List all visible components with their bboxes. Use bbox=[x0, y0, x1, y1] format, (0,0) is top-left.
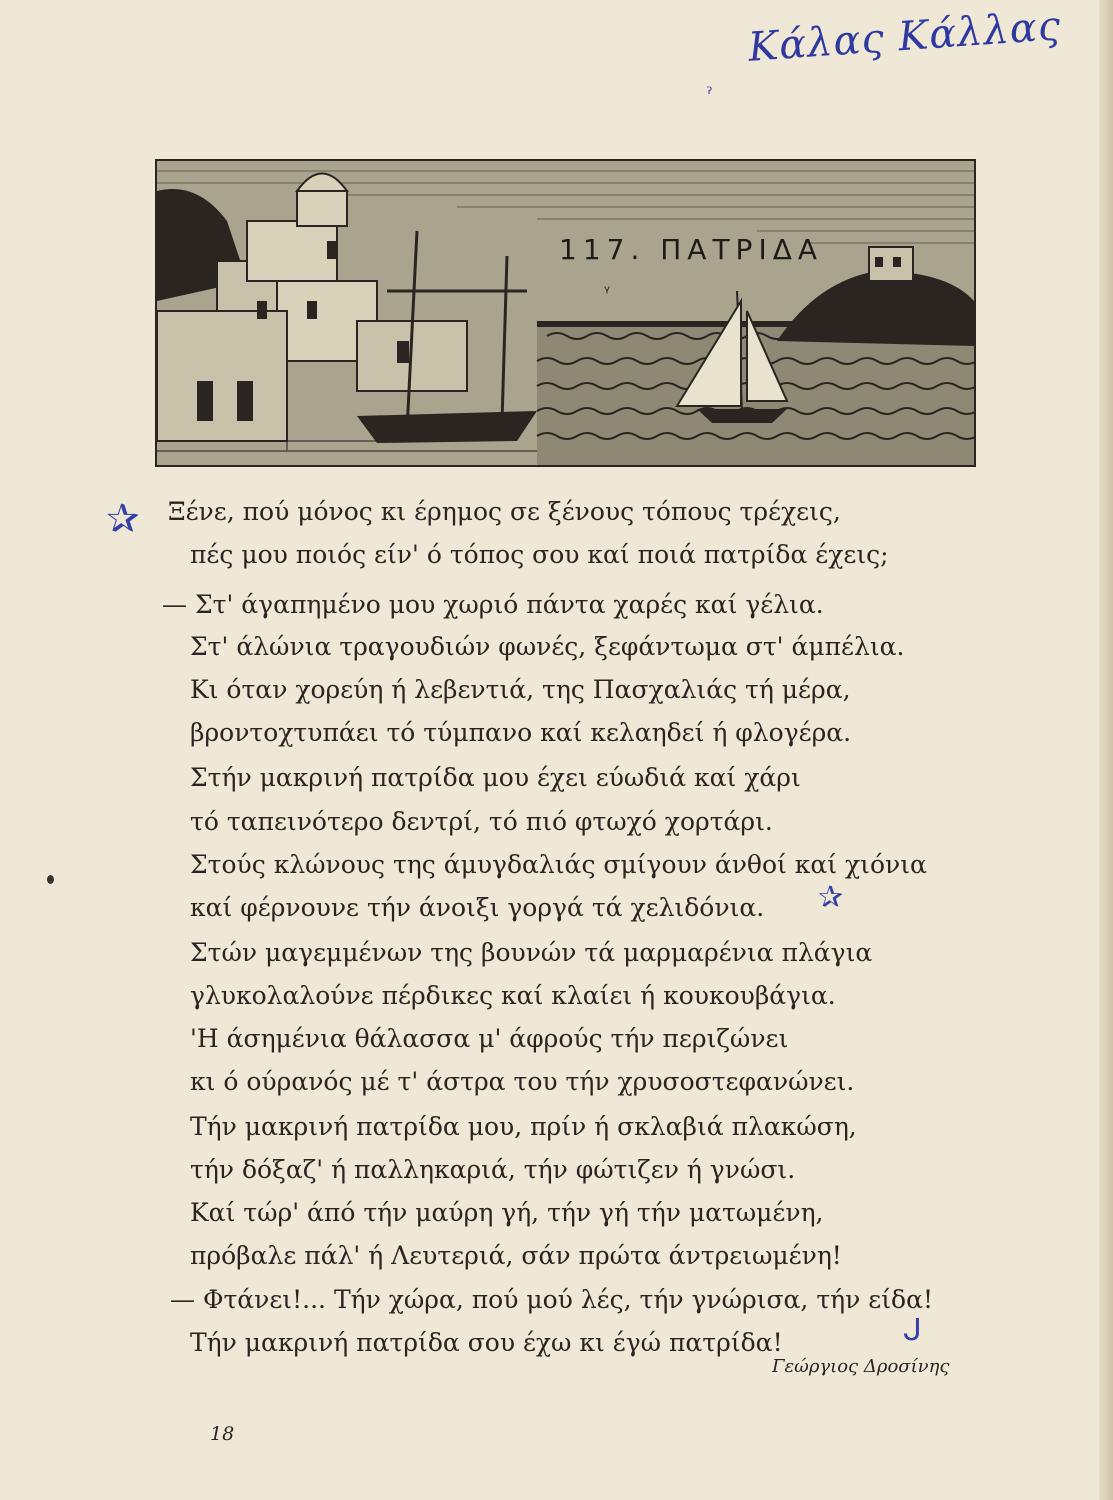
poem-line: Τήν μακρινή πατρίδα μου, πρίν ή σκλαβιά πλακώση, bbox=[190, 1112, 857, 1141]
poem-line: τό ταπεινότερο δεντρί, τό πιό φτωχό χορτάρι. bbox=[190, 807, 773, 836]
poem-line: γλυκολαλούνε πέρδικες καί κλαίει ή κουκουβάγια. bbox=[190, 981, 836, 1010]
poem-line: πές μου ποιός είν' ό τόπος σου καί ποιά πατρίδα έχεις; bbox=[190, 540, 889, 569]
poem-line: βροντοχτυπάει τό τύμπανο καί κελαηδεί ή φλογέρα. bbox=[190, 718, 852, 747]
poem-line: Στήν μακρινή πατρίδα μου έχει εύωδιά καί χάρι bbox=[190, 763, 801, 792]
poem-line: Στών μαγεμμένων της βουνών τά μαρμαρένια πλάγια bbox=[190, 938, 873, 967]
author-signature: Γεώργιος Δροσίνης bbox=[772, 1356, 950, 1377]
page-number: 18 bbox=[210, 1423, 235, 1445]
poem-line: Ξένε, πού μόνος κι έρημος σε ξένους τόπους τρέχεις, bbox=[168, 497, 841, 526]
handwritten-note: Κάλας Κάλλας bbox=[746, 3, 1063, 71]
poem-line: Τήν μακρινή πατρίδα σου έχω κι έγώ πατρίδα! bbox=[190, 1328, 783, 1357]
pen-mark-top: ˀ bbox=[706, 84, 713, 105]
pen-star-mark-2: ✰ bbox=[818, 880, 844, 915]
pen-check-mark: ᒍ bbox=[903, 1313, 922, 1348]
poem-line: — Στ' άγαπημένο μου χωριό πάντα χαρές καί γέλια. bbox=[162, 590, 824, 619]
poem-title: 117. ΠΑΤΡΙΔΑ bbox=[559, 233, 824, 266]
poem-line: καί φέρνουνε τήν άνοιξι γοργά τά χελιδόνια. bbox=[190, 893, 765, 922]
header-illustration bbox=[155, 159, 976, 467]
poem-line: πρόβαλε πάλ' ή Λευτεριά, σάν πρώτα άντρειωμένη! bbox=[190, 1241, 842, 1270]
poem-line: Κι όταν χορεύη ή λεβεντιά, της Πασχαλιάς τή μέρα, bbox=[190, 675, 851, 704]
poem-line: κι ό ούρανός μέ τ' άστρα του τήν χρυσοστεφανώνει. bbox=[190, 1067, 855, 1096]
poem-line: τήν δόξαζ' ή παλληκαριά, τήν φώτιζεν ή γνώσι. bbox=[190, 1155, 796, 1184]
poem-line: Καί τώρ' άπό τήν μαύρη γή, τήν γή τήν ματωμένη, bbox=[190, 1198, 824, 1227]
page-edge bbox=[1099, 0, 1113, 1500]
poem-line: 'Η άσημένια θάλασσα μ' άφρούς τήν περιζώνει bbox=[190, 1024, 789, 1053]
poem-line: Στ' άλώνια τραγουδιών φωνές, ξεφάντωμα στ' άμπέλια. bbox=[190, 632, 905, 661]
poem-line: — Φτάνει!... Τήν χώρα, πού μού λές, τήν γνώρισα, τήν είδα! bbox=[170, 1285, 934, 1314]
pen-star-mark: ✰ bbox=[106, 496, 140, 542]
poem-line: Στούς κλώνους της άμυγδαλιάς σμίγουν άνθοί καί χιόνια bbox=[190, 850, 927, 879]
margin-dot bbox=[47, 875, 54, 884]
pen-tick-mark: ᵞ bbox=[604, 282, 610, 301]
harbor-woodcut bbox=[157, 161, 974, 465]
